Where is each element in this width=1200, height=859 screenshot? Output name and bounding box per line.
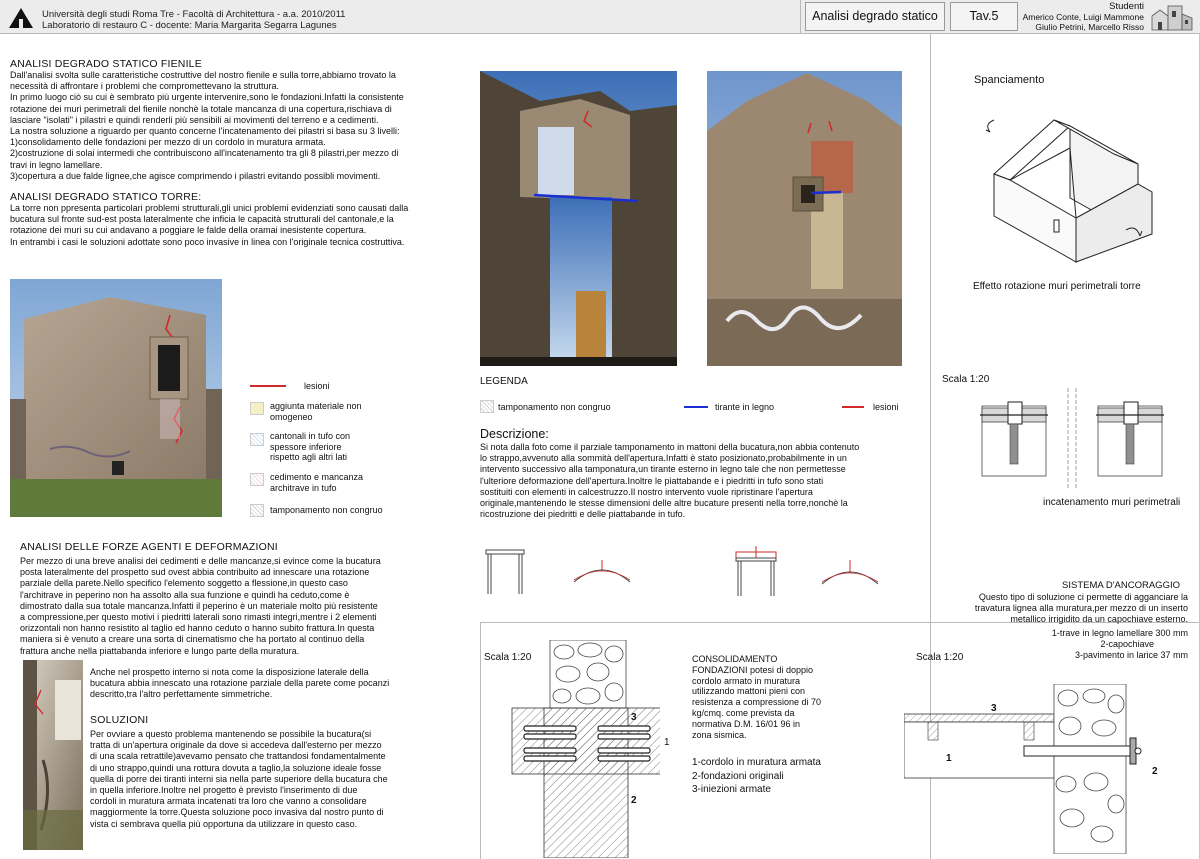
text-line: posta lateralmente del prospetto sud ovest abbia contribuito ad innescare una rotazione: [20, 567, 370, 578]
torre-heading: ANALISI DEGRADO STATICO TORRE:: [10, 191, 202, 203]
text-line: cordolo armato in muratura: [692, 675, 801, 686]
fienile-heading: ANALISI DEGRADO STATICO FIENILE: [10, 58, 202, 70]
text-line: kg/cmq. come prevista da: [692, 707, 795, 718]
text-line: l'ulteriore deformazione dell'apertura.Inoltre le piattabande e i piedritti in tufo sono stati: [480, 475, 824, 486]
text-line: ricostruzione dei piedritti e delle piattabande in tufo.: [480, 509, 686, 520]
legend-label: [270, 401, 362, 422]
text-line: descritto,tra l'altro perfettamente simmetriche.: [90, 689, 273, 700]
text-line: Dall'analisi svolta sulle caratteristiche costruttive del nostro fienile e sulla torre,abbiamo trovato la: [10, 70, 396, 80]
legend-label-line: spessore inferiore: [270, 441, 342, 452]
ancoraggio-label-2: 2: [1152, 766, 1158, 777]
fienile-section: [10, 58, 460, 182]
tav-number: Tav.5: [950, 2, 1018, 31]
legend-label-line: architrave in tufo: [270, 482, 337, 493]
ancoraggio-label-1: 1: [946, 753, 952, 764]
soluzioni-heading: SOLUZIONI: [90, 714, 149, 726]
fondazioni-item: 2-fondazioni originali: [692, 770, 784, 782]
torre-section: [10, 191, 460, 248]
students-line2: Giulio Petrini, Marcello Risso: [1035, 22, 1144, 32]
interno-text: [90, 667, 450, 701]
fondazioni-text: [692, 654, 842, 740]
lesioni-swatch: [250, 385, 286, 387]
students-line1: Americo Conte, Luigi Mammone: [1022, 12, 1144, 22]
students-label: Studenti: [1109, 1, 1144, 12]
text-line: FONDAZIONI potesi di doppio: [692, 664, 814, 675]
fondazioni-label-2: 2: [631, 795, 637, 806]
fondazioni-label-1: 1: [664, 737, 670, 748]
header-divider: [800, 0, 801, 34]
text-line: lo strappo,avvenuto alla sommità dell'apertura.Infatti è stato posizionato,probabilmente in un: [480, 453, 847, 464]
text-line: travi in legno lamellare.: [10, 159, 103, 170]
arch-diagram-1: [574, 560, 630, 582]
text-line: bucatura sul fronte sud-est posta lateralmente che inficia le capacità strutturali del cantonale,e la: [10, 214, 394, 225]
legend-label: tamponamento non congruo: [270, 505, 383, 515]
text-line: frattura anche nella piattabanda inferiore e lungo parte della muratura.: [20, 645, 300, 656]
text-line: rotazione dei muri su cui andavano a poggiare le falde della oramai inesistente copertura.: [10, 225, 367, 236]
legend-label-line: cedimento e mancanza: [270, 472, 364, 482]
text-line: orizzontali non hanno resistito al taglio ed hanno ceduto o hanno subito frattura.In questa: [20, 623, 375, 634]
text-line: In primo luogo ciò su cui è sembrato più urgente intervenire,sono le fondazioni.Infatti la consistente: [10, 92, 404, 103]
text-line: utilizzando mattoni pieni con: [692, 686, 806, 697]
text-line: Anche nel prospetto interno si nota come la disposizione laterale della: [90, 667, 369, 677]
text-line: vista ci sembrava quella più opportuna da utilizzare in questo caso.: [90, 818, 358, 829]
text-line: Si nota dalla foto come il parziale tamponamento in mattoni della bucatura,non abbia contenuto: [480, 442, 860, 452]
ancoraggio-item: 2-capochiave: [1100, 638, 1154, 649]
ancoraggio-heading: SISTEMA D'ANCORAGGIO: [1062, 580, 1180, 591]
text-line: metallico irrigidito da un capochiave esterno.: [1010, 614, 1188, 625]
aggiunta-swatch: [250, 402, 264, 415]
legend-label-line: cantonali in tufo con: [270, 431, 351, 441]
ancoraggio-section-drawing: [904, 684, 1164, 854]
text-line: Questo tipo di soluzione ci permette di agganciare la: [978, 592, 1188, 602]
interior-wall-photo: [23, 660, 83, 850]
frame-diagram-2: [736, 546, 776, 596]
spanciamento-caption: Effetto rotazione muri perimetrali torre: [973, 281, 1141, 292]
text-line: l'architrave in peperino non ha assolto alla sua funzione e quindi ha ceduto,come è: [20, 589, 350, 600]
bottom-panel-left-edge: [480, 622, 481, 859]
text-line: maggiormente la torre.Questa soluzione poco invasiva dal nostro punto di: [90, 807, 384, 818]
legend-label: lesioni: [304, 381, 330, 391]
lesioni-swatch: [842, 406, 864, 408]
text-line: di uno strappo,quindi una rottura dovuta a taglio,la soluzione ideale fosse: [90, 762, 382, 773]
soluzioni-section: [90, 714, 455, 830]
text-line: necessità di affrontare i problemi che compromettevano la struttura.: [10, 81, 279, 92]
text-line: travatura lignea alla muratura,per mezzo di un inserto: [974, 603, 1188, 614]
ancoraggio-items: [930, 628, 1188, 662]
text-line: La torre non ppresenta particolari problemi strutturali,gli unici problemi evidenziati sono causati dalla: [10, 203, 409, 213]
text-line: La nostra soluzione a riguardo per quanto concerne l'incatenamento dei pilastri si basa su 3 livelli:: [10, 126, 400, 137]
legend-label-line: omogeneo: [270, 411, 313, 422]
text-line: cordoli in muratura armata incatenati tra loro che vanno a consolidare: [90, 796, 367, 807]
text-line: a compressione,per questo motivi i piedritti laterali sono rimasti integri,mentre i 2 elementi: [20, 612, 377, 623]
tamponamento-swatch: [250, 504, 264, 517]
text-line: maniera si è venuto a creare una sorta di cinematismo che ha portato al continuo della: [20, 634, 365, 645]
legend-label: [270, 472, 363, 493]
text-line: dimostrato dalla sua totale mancanza.Infatti il peperino è un materiale molto più resistente: [20, 600, 378, 611]
text-line: CONSOLIDAMENTO: [692, 654, 778, 664]
fondazioni-scale: Scala 1:20: [484, 652, 532, 663]
legenda-heading: LEGENDA: [480, 376, 528, 387]
fondazioni-label-3: 3: [631, 712, 637, 723]
fienile-text: [10, 70, 460, 182]
legend-left: [248, 378, 408, 518]
legenda-label: tirante in legno: [715, 402, 775, 412]
forze-section: [20, 541, 450, 657]
tower-window-photo: [707, 71, 902, 366]
legenda-section: [480, 376, 920, 416]
logo-icon: [8, 7, 34, 29]
ancoraggio-scale: Scala 1:20: [916, 652, 964, 663]
torre-text: [10, 203, 460, 248]
text-line: Per ovviare a questo problema mantenendo se possibile la bucatura(si: [90, 729, 372, 739]
ancoraggio-item: 3-pavimento in larice 37 mm: [1074, 650, 1188, 661]
text-line: intervento successivo alla tamponatura,un tirante esterno in legno tale che non permettesse: [480, 464, 846, 475]
incatenamento-section-drawing: [950, 388, 1180, 488]
descrizione-text: [480, 442, 920, 520]
tower-facade-photo: [10, 279, 222, 517]
text-line: lasciare "isolati" i pilastri e quindi renderli più sensibili ai movimenti del terreno e a cedimenti.: [10, 114, 379, 125]
text-line: di una scala retrattile)avevamo pensato che trattandosi fondamentalmente: [90, 751, 386, 762]
descrizione-heading: Descrizione:: [480, 427, 549, 441]
incatenamento-scale: Scala 1:20: [942, 374, 990, 385]
frame-diagram-1: [486, 550, 524, 594]
descrizione-section: [480, 427, 920, 520]
soluzioni-text: [90, 729, 455, 830]
incatenamento-caption: incatenamento muri perimetrali: [1043, 497, 1181, 508]
tirante-swatch: [684, 406, 708, 408]
deformation-diagrams: [480, 540, 900, 602]
page-title: Analisi degrado statico: [805, 2, 945, 31]
text-line: resistenza a compressione di 70: [692, 697, 822, 708]
ancoraggio-item: 1-trave in legno lamellare 300 mm: [1051, 627, 1188, 638]
text-line: sostituiti con elementi in calcestruzzo.Il nostro intervento vuole ripristinare l'apertura: [480, 486, 813, 497]
legenda-label: lesioni: [873, 402, 899, 412]
university-line2: Laboratorio di restauro C - docente: Maria Margarita Segarra Lagunes: [42, 20, 337, 31]
forze-heading: ANALISI DELLE FORZE AGENTI E DEFORMAZIONI: [20, 541, 278, 553]
cantonali-swatch: [250, 433, 264, 446]
stone-wall: [550, 640, 626, 708]
legend-label-line: rispetto agli altri lati: [270, 452, 348, 462]
spanciamento-axonometric: [966, 94, 1166, 274]
text-line: tratta di un'apertura originale da dove si accedeva dall'esterno per mezzo: [90, 740, 382, 751]
legend-label: [270, 431, 350, 463]
left-wall-section: [980, 402, 1048, 476]
stone-wall-anchor: [1054, 684, 1126, 854]
ancoraggio-label-3: 3: [991, 703, 997, 714]
fondazioni-section-drawing: [510, 640, 660, 858]
text-line: Per mezzo di una breve analisi dei cedimenti e delle mancanze,si evince come la bucatura: [20, 556, 381, 566]
text-line: originale,mantenendo le stesse dimensioni delle altre bucature presenti nella torre,nonchè la: [480, 498, 848, 509]
spanciamento-title: Spanciamento: [974, 74, 1045, 86]
text-line: 2)costruzione di solai intermedi che contribuiscono all'incatenamento tra gli 8 pilastri,per mezzo di: [10, 148, 399, 159]
ancoraggio-section: [930, 580, 1188, 661]
university-line1: Università degli studi Roma Tre - Facoltà di Architettura - a.a. 2010/2011: [42, 9, 346, 20]
text-line: normativa D.M. 16/01 96 in: [692, 718, 801, 729]
arch-diagram-2: [822, 560, 878, 584]
ancoraggio-text: [930, 592, 1188, 626]
text-line: 3)copertura a due falde lignee,che agisce comprimendo i pilastri evitando possibli movimenti.: [10, 170, 381, 181]
forze-text: [20, 556, 450, 657]
text-line: in quella inferiore.Inoltre nel progetto è previsto l'inserimento di due: [90, 785, 358, 796]
fondazioni-items: [692, 756, 821, 797]
text-line: rotazione dei muri perimetrali del fienile nonchè la totale mancanza di una copertura,rischiava di: [10, 103, 392, 114]
text-line: In entrambi i casi le soluzioni adottate sono poco invasive in linea con l'originale tecnica costruttiva.: [10, 236, 405, 247]
fondazioni-item: 3-iniezioni armate: [692, 784, 771, 795]
text-line: zona sismica.: [692, 729, 747, 740]
legenda-label: tamponamento non congruo: [498, 402, 611, 412]
legend-label-line: aggiunta materiale non: [270, 401, 362, 411]
text-line: 1)consolidamento delle fondazioni per mezzo di un cordolo in muratura armata.: [10, 137, 326, 148]
tower-interior-photo: [480, 71, 677, 366]
university-info: [42, 9, 345, 31]
right-wall-section: [1096, 402, 1164, 476]
text-line: quella di porre dei tiranti interni sia nella parte superiore della bucatura che: [90, 773, 388, 784]
students-block: [1020, 2, 1144, 32]
text-line: bucatura abbia innescato una rotazione parziale della parete come pocanzi: [90, 678, 390, 689]
tamponamento-swatch: [480, 400, 494, 413]
tower-thumbnail-icon: [1150, 2, 1194, 32]
text-line: parziale della parete.Nello specifico l'elemento soggetto a flessione,in questo caso: [20, 578, 348, 589]
cedimento-swatch: [250, 473, 264, 486]
fondazioni-item: 1-cordolo in muratura armata: [692, 757, 821, 768]
